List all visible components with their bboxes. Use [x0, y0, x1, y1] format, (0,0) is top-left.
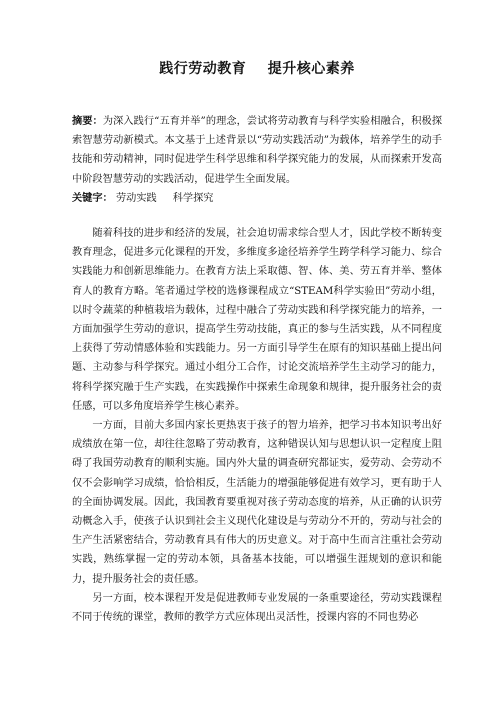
body-paragraph: 随着科技的进步和经济的发展，社会迫切需求综合型人才，因此学校不断转变教育理念，促进多元化课程的开发，多维度多途径培养学生跨学科学习能力、综合实践能力和创新思维能力。在教育方法上采取德、智、体、美、劳五育并举、整体育人的教育方略。笔者通过学校的选修课程成立“STEAM科学实验田”劳动小组，以时令蔬菜的种植栽培为载体，过程中融合了劳动实践和科学探究能力的培养，一方面加强学生劳动的意识，提高学生劳动技能，真正的参与生活实践，从不同程度上获得了劳动情感体验和实践能力。另一方面引导学生在原有的知识基础上提出问题、主动参与科学探究。通过小组分工合作，讨论交流培养学生主动学习的能力，将科学探究融于生产实践，在实践操作中探索生命现象和规律，提升服务社会的责任感，可以多角度培养学生核心素养。 — [72, 228, 442, 412]
keyword-item: 科学探究 — [172, 192, 214, 204]
keywords — [72, 189, 442, 208]
keyword-item: 劳动实践 — [116, 192, 157, 204]
keywords-label: 关键字： — [72, 192, 113, 204]
body-paragraph: 另一方面，校本课程开发是促进教师专业发展的一条重要途径，劳动实践课程不同于传统的课堂，教师的教学方式应体现出灵活性，授课内容的不同也势必 — [72, 592, 442, 624]
abstract-label: 摘要： — [72, 116, 103, 127]
paper-title: 践行劳动教育 提升核心素养 — [159, 61, 355, 77]
body-paragraph: 一方面，目前大多国内家长更热衷于孩子的智力培养，把学习书本知识考出好成绩放在第一位，却往往忽略了劳动教育，这种错误认知与思想认识一定程度上阻碍了我国劳动教育的顺利实施。国内外大量的调查研究都证实，爱劳动、会劳动不仅不会影响学习成绩，恰恰相反，生活能力的增强能够促进有效学习，更有助于人的全面协调发展。因此，我国教育要重视对孩子劳动态度的培养，从正确的认识劳动概念入手，使孩子认识到社会主义现代化建设是与劳动分不开的，劳动与社会的生产生活紧密结合，劳动教育具有伟大的历史意义。对于高中生而言注重社会劳动实践，熟练掌握一定的劳动本领，具备基本技能，可以增强生涯规划的意识和能力，提升服务社会的责任感。 — [72, 420, 442, 585]
abstract-text: 为深入践行“五育并举”的理念，尝试将劳动教育与科学实验相融合，积极探索智慧劳动新模式。本文基于上述背景以“劳动实践活动”为载体，培养学生的动手技能和劳动精神，同时促进学生科学思维和科学探究能力的发展，从而探索开发高中阶段智慧劳动的实践活动，促进学生全面发展。 — [72, 116, 443, 185]
abstract — [72, 112, 442, 189]
